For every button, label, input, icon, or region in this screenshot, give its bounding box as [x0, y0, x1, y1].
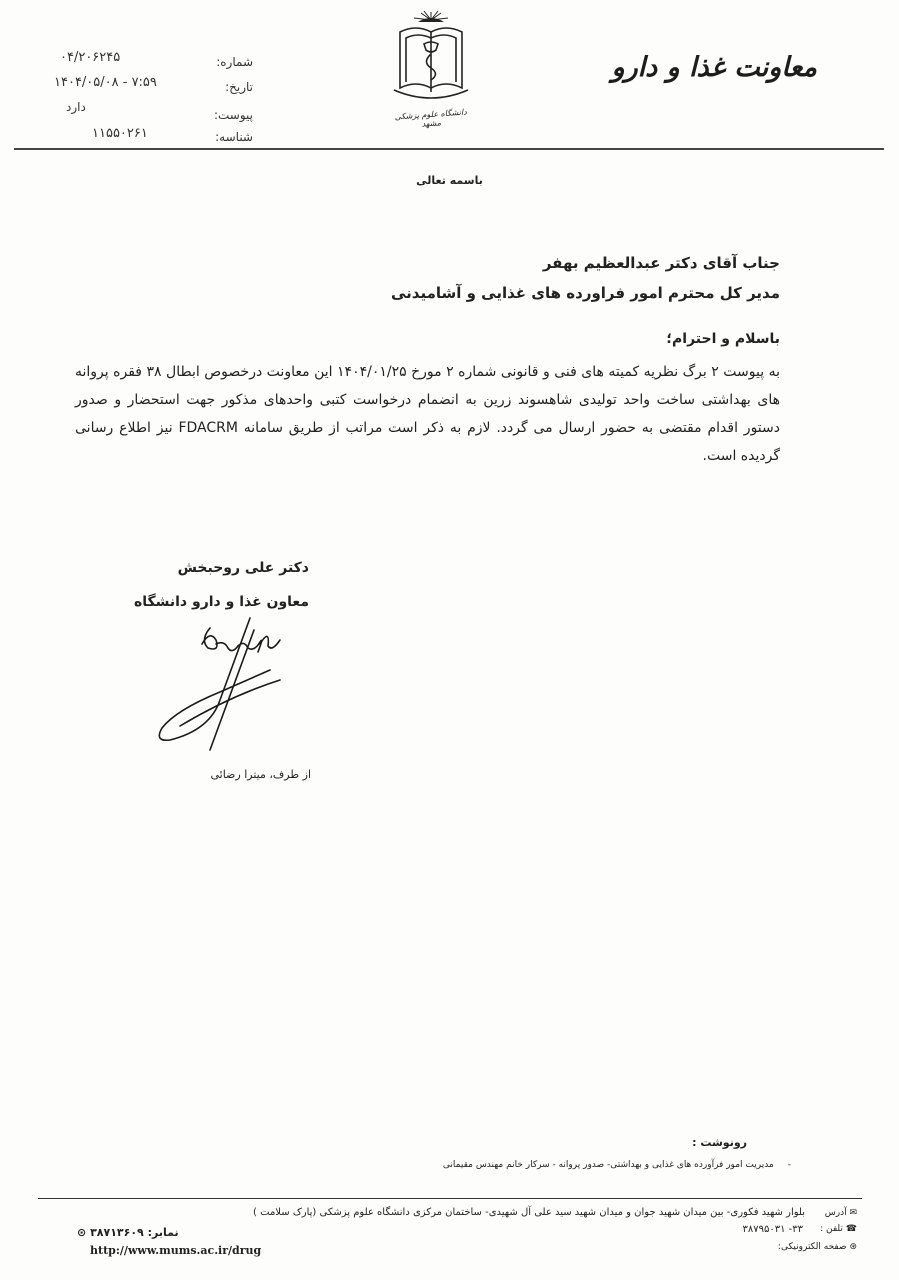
- letter-date: ۱۴۰۴/۰۵/۰۸ - ۷:۵۹: [54, 75, 157, 90]
- phone-label: تلفن :: [820, 1224, 843, 1234]
- recipient-title: مدیر کل محترم امور فراورده های غذایی و آشامیدنی: [391, 284, 780, 302]
- header-divider: [14, 148, 884, 150]
- web-label: صفحه الکترونیکی:: [777, 1242, 847, 1252]
- signer-name: دکتر علی روحبخش: [177, 560, 309, 576]
- greeting: باسلام و احترام؛: [666, 331, 780, 347]
- bismillah: باسمه تعالی: [416, 174, 483, 187]
- letter-body: به پیوست ۲ برگ نظریه کمیته های فنی و قانونی شماره ۲ مورخ ۱۴۰۴/۰۱/۲۵ این معاونت درخصوص ابطال ۳۸ فقره پروانه های بهداشتی ساخت واحد تولیدی شاهسوند زرین به انضمام درخواست کتبی واحدهای مذکور جهت استحضار و صدور دستور اقدام مقتضی به حضور ارسال می گردد. لازم به ذکر است مراتب از طریق سامانه FDACRM نیز اطلاع رسانی گردیده است.: [75, 364, 780, 464]
- number-label: شماره:: [216, 55, 253, 69]
- address-label: آدرس: [824, 1208, 847, 1218]
- attachment-label: پیوست:: [213, 108, 253, 122]
- cc-label: رونوشت :: [692, 1136, 747, 1149]
- fax-icon: ⊙: [77, 1226, 87, 1239]
- footer-divider: [38, 1198, 862, 1199]
- letter-id: ۱۱۵۵۰۲۶۱: [92, 126, 148, 141]
- address-label-row: [825, 1208, 857, 1218]
- university-logo: [386, 10, 476, 128]
- university-emblem-icon: [386, 10, 476, 110]
- on-behalf-note: از طرف، میترا رضائی: [210, 768, 311, 781]
- footer-address: بلوار شهید فکوری- بین میدان شهید جوان و میدان شهید سید علی آل شهیدی- ساختمان مرکزی دانشگاه علوم پزشکی (پارک سلامت ): [253, 1207, 805, 1218]
- web-icon: ⊛: [849, 1242, 857, 1252]
- id-label: شناسه:: [215, 130, 253, 144]
- fax-number: ۳۸۷۱۳۶۰۹: [90, 1226, 144, 1239]
- attachment-value: دارد: [66, 100, 86, 114]
- signer-title: معاون غذا و دارو دانشگاه: [133, 594, 309, 610]
- handwritten-signature: [150, 600, 310, 760]
- footer-fax: [77, 1226, 179, 1239]
- date-label: تاریخ:: [225, 80, 253, 94]
- web-label-row: [778, 1242, 857, 1252]
- fax-label: نمابر:: [147, 1226, 179, 1239]
- cc-item: -مدیریت امور فرآورده های غذایی و بهداشتی- صدور پروانه - سرکار خانم مهندس مقیمانی: [442, 1160, 791, 1170]
- cc-item-text: مدیریت امور فرآورده های غذایی و بهداشتی- صدور پروانه - سرکار خانم مهندس مقیمانی: [442, 1160, 774, 1170]
- letter-number: ۰۴/۲۰۶۲۴۵: [60, 50, 121, 65]
- recipient-name: جناب آقای دکتر عبدالعظیم بهفر: [542, 254, 780, 272]
- logo-caption: دانشگاه علوم پزشکی مشهد: [394, 107, 468, 129]
- footer-phone: ۳۳- ۳۸۷۹۵۰۳۱: [742, 1224, 803, 1235]
- envelope-icon: ✉: [849, 1208, 857, 1218]
- footer-url[interactable]: http://www.mums.ac.ir/drug: [90, 1244, 262, 1257]
- phone-icon: ☎: [845, 1224, 857, 1234]
- department-title: معاونت غذا و دارو: [611, 52, 817, 83]
- phone-label-row: [820, 1224, 857, 1234]
